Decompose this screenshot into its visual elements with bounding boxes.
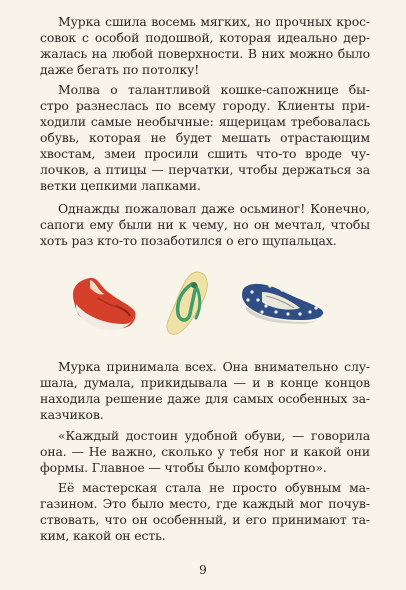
text-line: ветки цепкими лапками. <box>40 178 201 193</box>
text-line: казчиков. <box>40 407 104 422</box>
text-line: ходили самые необычные: ящерицам требовалась <box>40 114 370 129</box>
text-line: Мурка сшила восемь мягких, но прочных крос- <box>58 14 370 29</box>
text-line: лочков, а птицы — перчатки, чтобы держаться за <box>40 162 370 177</box>
text-line: стро разнеслась по всему городу. Клиенты при- <box>40 98 370 113</box>
text-line: сапоги ему были ни к чему, но он мечтал, чтобы <box>40 217 370 232</box>
text-line: шала, думала, прикидывала — и в конце концов <box>40 375 370 390</box>
text-line: Однажды пожаловал даже осьминог! Конечно, <box>58 201 370 216</box>
text-line: обувь, которая не будет мешать отрастающим <box>40 130 370 145</box>
text-line: газином. Это было место, где каждый мог почув- <box>40 496 370 511</box>
text-line: формы. Главное — чтобы было комфортно». <box>40 460 327 475</box>
text-line: хвостам, змеи просили сшить что-то вроде чу- <box>40 146 370 161</box>
flip-flop-icon <box>167 272 207 334</box>
text-line: находила решение даже для самых особенных за- <box>40 391 370 406</box>
text-line: Мурка принимала всех. Она внимательно слу- <box>58 359 370 374</box>
text-line: совок с особой подошвой, которая идеально дер- <box>40 30 370 45</box>
page-number: 9 <box>199 563 207 577</box>
text-line: она. — Не важно, сколько у тебя ног и какой они <box>40 444 370 459</box>
red-sneaker-icon <box>73 278 136 330</box>
shoes-illustration <box>0 262 406 342</box>
text-line: Молва о талантливой кошке-сапожнице бы- <box>58 82 370 97</box>
text-line: Её мастерская стала не просто обувным ма- <box>58 480 370 495</box>
text-line: хоть раз кто-то позаботился о его щупальцах. <box>40 233 337 248</box>
polka-dot-shoe-icon <box>242 284 323 324</box>
text-line: ствовать, что он особенный, и его принимают та- <box>40 512 370 527</box>
text-line: жалась на любой поверхности. В них можно было <box>40 46 370 61</box>
text-line: даже бегать по потолку! <box>40 62 200 77</box>
text-line: «Каждый достоин удобной обуви, — говорила <box>58 428 370 443</box>
text-line: ким, какой он есть. <box>40 528 166 543</box>
